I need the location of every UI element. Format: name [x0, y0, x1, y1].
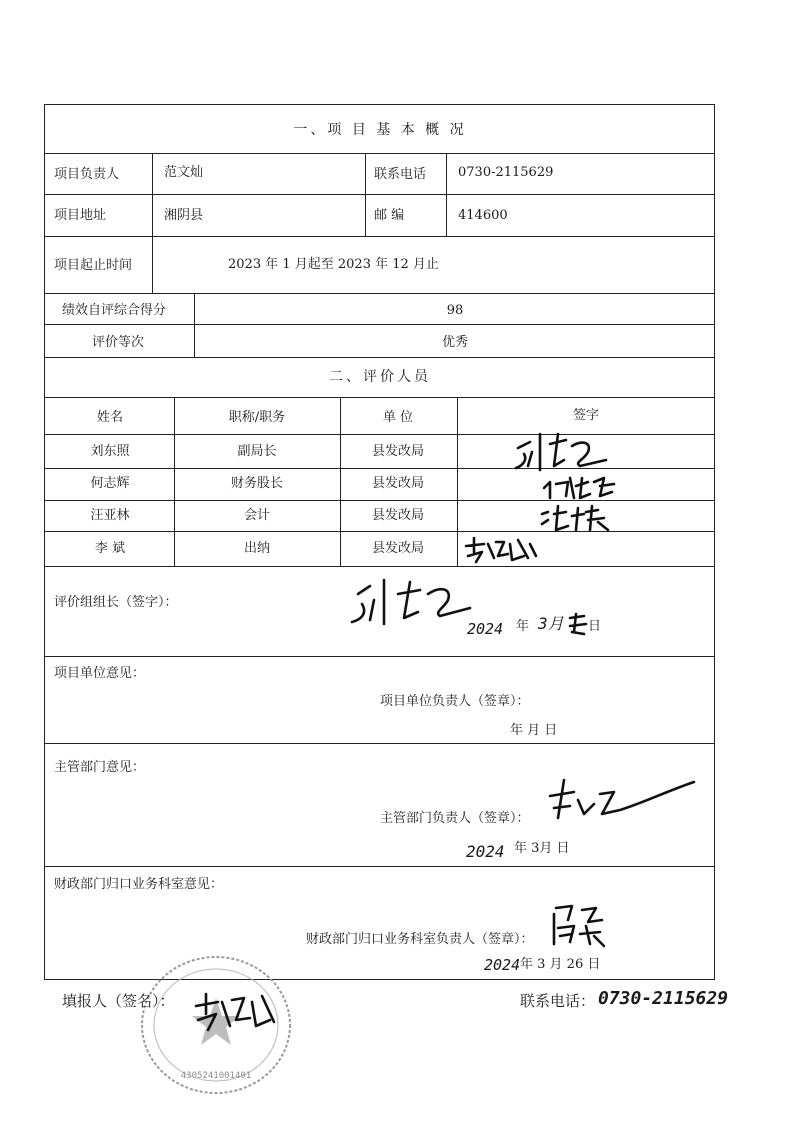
- signature-dept: [540, 774, 700, 834]
- evaluator-name: 刘东照: [90, 444, 130, 459]
- project-leader-label: 项目负责人: [54, 167, 120, 182]
- evaluator-unit: 县发改局: [371, 476, 425, 491]
- header-unit: 单 位: [382, 410, 414, 425]
- evaluator-name: 何志辉: [90, 476, 130, 491]
- signature-li: [462, 534, 542, 566]
- evaluator-title: 出纳: [243, 541, 271, 556]
- unit-date: 年 月 日: [510, 723, 558, 738]
- score-label: 绩效自评综合得分: [62, 303, 167, 318]
- evaluator-title: 会计: [243, 508, 271, 523]
- header-signature: 签字: [572, 408, 600, 423]
- header-title: 职称/职务: [228, 410, 286, 425]
- leader-date-year: 2024: [467, 620, 504, 638]
- finance-date-rest: 年 3 月 26 日: [520, 957, 601, 972]
- leader-signature-label: 评价组组长（签字）：: [54, 595, 178, 610]
- postcode-value: 414600: [458, 208, 508, 223]
- rule: [194, 293, 195, 357]
- phone-label: 联系电话: [374, 167, 427, 182]
- rule: [365, 153, 366, 236]
- dept-sign-label: 主管部门负责人（签章）：: [380, 811, 530, 826]
- rule: [44, 866, 715, 867]
- rule: [340, 397, 341, 566]
- signature-filler: [190, 990, 280, 1046]
- signature-liu: [510, 426, 620, 472]
- signature-finance: [548, 900, 612, 952]
- grade-value: 优秀: [441, 335, 469, 350]
- leader-date-year-char: 年: [516, 619, 530, 634]
- filler-label: 填报人（签名）：: [62, 992, 175, 1010]
- evaluator-unit: 县发改局: [371, 444, 425, 459]
- rule: [44, 236, 715, 237]
- dept-opinion-label: 主管部门意见：: [54, 760, 146, 775]
- evaluator-name: 李 斌: [94, 541, 126, 556]
- evaluator-title: 副局长: [237, 444, 277, 459]
- phone-value: 0730-2115629: [458, 165, 554, 180]
- rule: [446, 153, 447, 236]
- rule: [44, 656, 715, 657]
- finance-date-year: 2024: [484, 956, 521, 974]
- rule: [44, 293, 715, 294]
- unit-opinion-label: 项目单位意见：: [54, 666, 146, 681]
- rule: [457, 397, 458, 566]
- rule: [44, 153, 715, 154]
- dept-date-year: 2024: [466, 842, 505, 861]
- finance-sign-label: 财政部门归口业务科室负责人（签章）：: [306, 932, 534, 947]
- project-leader-value: 范文灿: [164, 165, 204, 180]
- rule: [44, 357, 715, 358]
- project-address-value: 湘阴县: [164, 208, 204, 223]
- project-address-label: 项目地址: [54, 208, 107, 223]
- evaluator-unit: 县发改局: [371, 508, 425, 523]
- header-name: 姓名: [96, 410, 124, 425]
- leader-date-month: 3月: [538, 614, 564, 633]
- grade-label: 评价等次: [92, 335, 145, 350]
- score-value: 98: [446, 303, 464, 318]
- leader-date-day-char: 日: [588, 619, 602, 634]
- rule: [44, 324, 715, 325]
- finance-opinion-label: 财政部门归口业务科室意见：: [54, 877, 224, 892]
- contact-value: 0730-2115629: [598, 988, 729, 1009]
- section-title-evaluators: 二、评价人员: [329, 369, 431, 385]
- contact-label: 联系电话：: [520, 992, 596, 1010]
- postcode-label: 邮 编: [374, 208, 405, 223]
- signature-he: [540, 468, 620, 504]
- project-period-value: 2023 年 1 月起至 2023 年 12 月止: [228, 257, 439, 272]
- rule: [152, 153, 153, 236]
- rule: [174, 397, 175, 566]
- rule: [44, 194, 715, 195]
- rule: [152, 236, 153, 293]
- dept-date-rest: 年 3月 日: [514, 841, 570, 856]
- leader-date-day-scribble: [566, 612, 590, 636]
- rule: [44, 397, 715, 398]
- rule: [44, 566, 715, 567]
- evaluator-unit: 县发改局: [371, 541, 425, 556]
- project-period-label: 项目起止时间: [54, 258, 133, 273]
- rule: [44, 743, 715, 744]
- signature-leader: [348, 574, 478, 626]
- seal-number: 4305241001401: [180, 1071, 252, 1081]
- unit-sign-label: 项目单位负责人（签章）：: [380, 694, 530, 709]
- section-title-overview: 一、项 目 基 本 概 况: [293, 122, 467, 138]
- signature-wang: [538, 502, 618, 534]
- evaluator-title: 财务股长: [230, 476, 284, 491]
- evaluator-name: 汪亚林: [90, 508, 130, 523]
